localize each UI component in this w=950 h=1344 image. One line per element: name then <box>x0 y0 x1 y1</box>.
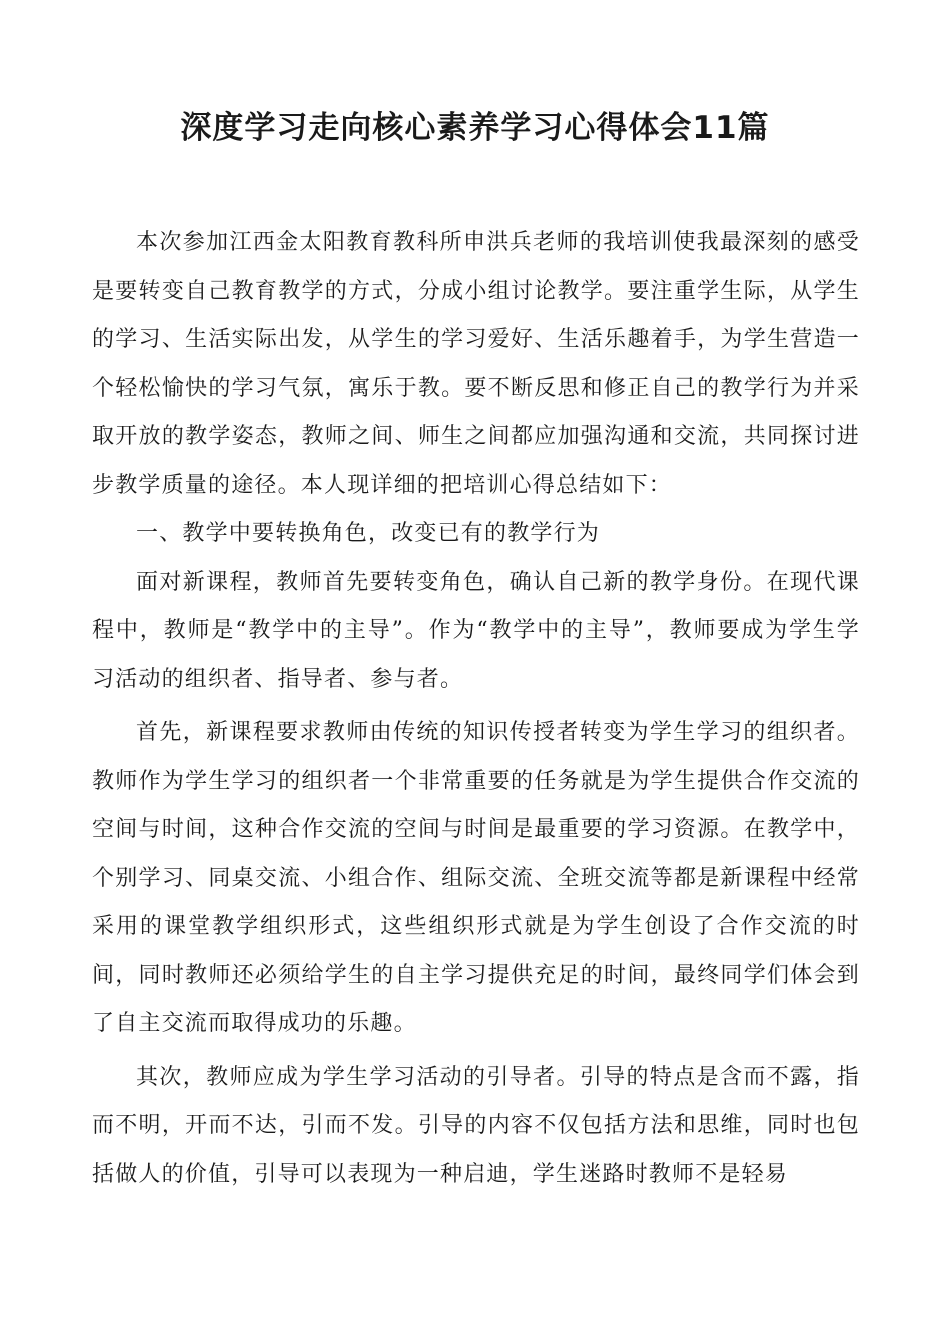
section-heading-1: 一、教学中要转换角色，改变已有的教学行为 <box>136 521 601 546</box>
paragraph-role-change: 面对新课程，教师首先要转变角色，确认自己新的教学身份。在现代课程中，教师是“教学中的主导”。作为“教学中的主导”，教师要成为学生学习活动的组织者、指导者、参与者。 <box>92 569 860 692</box>
paragraph-organizer: 首先，新课程要求教师由传统的知识传授者转变为学生学习的组织者。教师作为学生学习的组织者一个非常重要的任务就是为学生提供合作交流的空间与时间，这种合作交流的空间与时间是最重要的学习资源。在教学中，个别学习、同桌交流、小组合作、组际交流、全班交流等都是新课程中经常采用的课堂教学组织形式，这些组织形式就是为学生创设了合作交流的时间，同时教师还必须给学生的自主学习提供充足的时间，最终同学们体会到了自主交流而取得成功的乐趣。 <box>92 720 860 1036</box>
document-body <box>92 219 860 1199</box>
paragraph-guide: 其次，教师应成为学生学习活动的引导者。引导的特点是含而不露，指而不明，开而不达，引而不发。引导的内容不仅包括方法和思维，同时也包括做人的价值，引导可以表现为一种启迪，学生迷路时教师不是轻易 <box>92 1064 860 1187</box>
document-title: 深度学习走向核心素养学习心得体会11篇 <box>180 110 770 146</box>
paragraph-intro: 本次参加江西金太阳教育教科所申洪兵老师的我培训使我最深刻的感受是要转变自己教育教学的方式，分成小组讨论教学。要注重学生际，从学生的学习、生活实际出发，从学生的学习爱好、生活乐趣着手，为学生营造一个轻松愉快的学习气氛，寓乐于教。要不断反思和修正自己的教学行为并采取开放的教学姿态，教师之间、师生之间都应加强沟通和交流，共同探讨进步教学质量的途径。本人现详细的把培训心得总结如下： <box>92 230 860 498</box>
